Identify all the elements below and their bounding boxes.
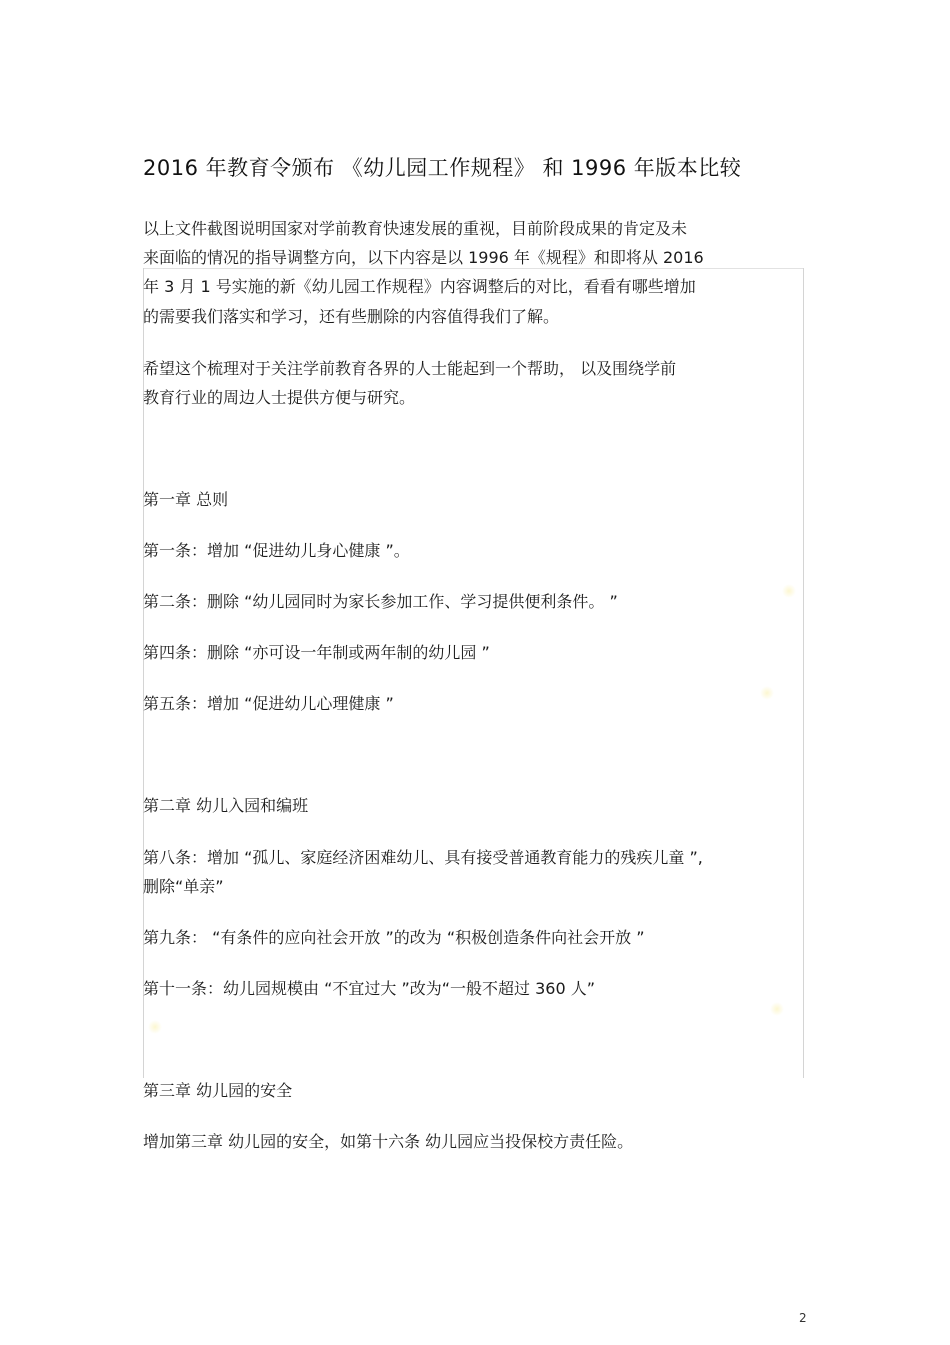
chapter-1-item: 第二条：删除 “幼儿园同时为家长参加工作、学习提供便利条件。 ” (143, 592, 618, 611)
chapter-3-heading: 第三章 幼儿园的安全 (143, 1081, 293, 1100)
background-sparkle (770, 1002, 784, 1016)
hope-line-1: 希望这个梳理对于关注学前教育各界的人士能起到一个帮助， 以及围绕学前 (143, 359, 677, 378)
document-title: 2016 年教育令颁布 《幼儿园工作规程》 和 1996 年版本比较 (143, 156, 742, 180)
chapter-2-heading: 第二章 幼儿入园和编班 (143, 796, 309, 815)
hope-line-2: 教育行业的周边人士提供方便与研究。 (143, 388, 416, 407)
frame-right-rule (803, 268, 804, 1078)
chapter-1-item: 第五条：增加 “促进幼儿心理健康 ” (143, 694, 394, 713)
background-sparkle (148, 1020, 162, 1034)
chapter-2-item-11: 第十一条：幼儿园规模由 “不宜过大 ”改为“一般不超过 360 人” (143, 979, 596, 998)
chapter-2-item-8-line-2: 删除“单亲” (143, 877, 224, 896)
intro-line-3: 年 3 月 1 号实施的新《幼儿园工作规程》内容调整后的对比，看看有哪些增加 (143, 277, 696, 296)
intro-line-2: 来面临的情况的指导调整方向，以下内容是以 1996 年《规程》和即将从 2016 (143, 248, 704, 267)
chapter-3-line: 增加第三章 幼儿园的安全，如第十六条 幼儿园应当投保校方责任险。 (143, 1132, 634, 1151)
background-sparkle (782, 584, 796, 598)
intro-line-4: 的需要我们落实和学习，还有些删除的内容值得我们了解。 (143, 307, 560, 326)
chapter-1-item: 第一条：增加 “促进幼儿身心健康 ”。 (143, 541, 410, 560)
chapter-2-item-9: 第九条： “有条件的应向社会开放 ”的改为 “积极创造条件向社会开放 ” (143, 928, 645, 947)
chapter-2-item-8-line-1: 第八条：增加 “孤儿、家庭经济困难幼儿、具有接受普通教育能力的残疾儿童 ”, (143, 848, 703, 867)
page-number: 2 (799, 1311, 807, 1325)
frame-top-rule (143, 268, 804, 269)
background-sparkle (760, 686, 774, 700)
chapter-1-item: 第四条：删除 “亦可设一年制或两年制的幼儿园 ” (143, 643, 490, 662)
chapter-1-heading: 第一章 总则 (143, 490, 229, 509)
intro-line-1: 以上文件截图说明国家对学前教育快速发展的重视，目前阶段成果的肯定及未 (143, 219, 688, 238)
